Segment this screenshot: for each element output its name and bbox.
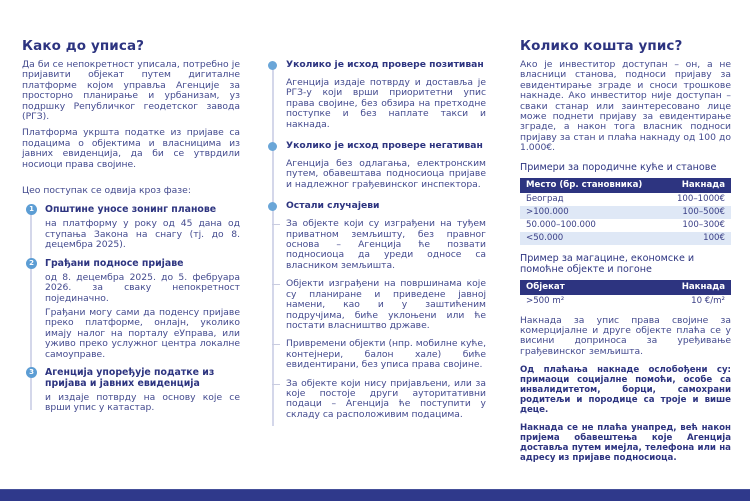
negative-outcome-text: Агенција без одлагања, електронским путем, обавештава подносиоца пријаве и надлежног грађевинског инспектора. xyxy=(286,158,486,190)
left-title: Како до уписа? xyxy=(22,38,145,54)
payment-timing-text: Накнада се не плаћа унапред, већ након пријема обавештења које Агенција доставља путем имејла, телефона или на адресу из пријаве подносиоца. xyxy=(520,423,731,464)
table1-caption: Примери за породичне куће и станове xyxy=(520,161,717,173)
footer-bar xyxy=(0,489,750,501)
table-row xyxy=(520,232,731,245)
table-cell: >100.000 xyxy=(520,206,664,219)
step-3 xyxy=(22,367,240,414)
positive-outcome-title: Уколико је исход провере позитиван xyxy=(286,59,484,70)
bullet-dot-icon xyxy=(268,142,277,151)
right-title: Колико кошта упис? xyxy=(520,38,683,54)
phase-steps xyxy=(22,204,240,413)
left-paragraph-2: Платформа укршта податке из пријаве са подацима о објектима и власницима из јавних евиденција, да би се утврдили носиоци права својине. xyxy=(22,127,240,170)
step-2-text-2: Грађани могу сами да поденсу пријаве преко платформе, онлајн, уколико имају налог на порталу еУправа, или уживо преко услужног центра локалне самоуправе. xyxy=(45,306,240,360)
other-case-item xyxy=(286,339,486,370)
table-cell: 100€ xyxy=(664,232,731,245)
table-cell: 10 €/m² xyxy=(691,296,725,307)
other-case-text: За објекте који нису пријављени, или за које постоје други ауторитативни подаци – Агенција ће поступити у складу са расположивим подацима. xyxy=(286,377,486,420)
right-content xyxy=(520,60,731,471)
negative-outcome-section xyxy=(268,140,486,190)
step-3-text: и издаје потврду на основу које се врши упис у катастар. xyxy=(45,391,240,414)
step-1-text: на платформу у року од 45 дана од ступања Закона на снагу (тј. до 8. децембра 2025). xyxy=(45,218,240,251)
positive-outcome-text: Агенција издаје потврду и доставља је РГЗ-у који врши приоритетни упис права својине, без обзира на претходне поступке и без наплате такси и накнада. xyxy=(286,77,486,130)
exemptions-text: Од плаћања накнаде ослобођени су: примаоци социјалне помоћи, особе са инвалидитетом, борци, самохрани родитељи и породице са троје и више деце. xyxy=(520,365,731,416)
table-cell: 100–500€ xyxy=(664,206,731,219)
table-cell: >500 m² xyxy=(526,296,565,307)
table-row xyxy=(520,219,731,232)
middle-content xyxy=(268,59,486,430)
table-cell: 100–300€ xyxy=(682,220,725,231)
table-header: Накнада xyxy=(621,280,731,295)
left-paragraph-1: Да би се непокретност уписала, потребно је пријавити објекат путем дигиталне платформе којом управља Агенције за просторно планирање и урбанизам, уз подршку Републичког геодетског завода (РГЗ). xyxy=(22,59,240,123)
table-header: Објекат xyxy=(520,280,621,295)
fees-table-warehouses xyxy=(520,280,731,308)
table-header: Накнада xyxy=(664,178,731,193)
other-case-item xyxy=(286,219,486,271)
positive-outcome-section xyxy=(268,59,486,130)
step-3-title: Агенција упоређује податке из пријава и јавних евиденција xyxy=(45,366,215,389)
phases-intro: Цео поступак се одвија кроз фазе: xyxy=(22,185,191,197)
other-case-text: Привремени објекти (нпр. мобилне куће, контејнери, балон хале) биће евидентирани, без уписа права својине. xyxy=(286,338,486,371)
other-cases-section xyxy=(268,200,486,420)
negative-outcome-title: Уколико је исход провере негативан xyxy=(286,140,483,152)
step-2-text: од 8. децембра 2025. до 5. фебруара 2026. за сваку непокретност појединачно. xyxy=(45,271,240,304)
step-2 xyxy=(22,258,240,360)
bullet-dot-icon xyxy=(268,202,277,211)
table-cell: <50.000 xyxy=(520,232,664,245)
other-cases-title: Остали случајеви xyxy=(286,200,380,212)
table-row xyxy=(520,193,731,206)
other-case-text: Објекти изграђени на површинама које су планиране и приведене јавној намени, као и у заштићеним подручјима, биће уклоњени или ће постати власништво државе. xyxy=(286,278,486,331)
list-tick xyxy=(272,344,280,345)
other-case-text: За објекте који су изграђени на туђем приватном земљишту, без правног основа – Агенција ће позвати подносиоца да уреди односе са власником земљишта. xyxy=(286,218,486,271)
step-1 xyxy=(22,204,240,250)
table2-caption: Пример за магацине, економске и помоћне објекте и погоне xyxy=(520,252,695,275)
table-cell: 50.000–100.000 xyxy=(526,220,596,231)
right-paragraph-1: Ако је инвеститор доступан – он, а не власници станова, подноси пријаву за евидентирање зграде и сноси трошкове накнаде. Ако инвеститор није доступан – сваки станар или заинтересовано лице може поднети пријаву за евидентирање зграде, а након тога власник подноси пријаву за стан и плаћа накнаду од 100 до 1.000€. xyxy=(520,59,731,154)
step-3-number-icon: 3 xyxy=(26,367,37,378)
table-row xyxy=(520,295,731,308)
table-cell: Београд xyxy=(526,194,564,205)
list-tick xyxy=(272,284,280,285)
step-2-number-icon: 2 xyxy=(26,258,37,269)
other-case-item xyxy=(286,379,486,421)
left-content xyxy=(22,60,240,421)
table-cell: 100–1000€ xyxy=(676,194,725,205)
table-header: Место (бр. становника) xyxy=(520,178,664,193)
other-case-item xyxy=(286,279,486,331)
bullet-dot-icon xyxy=(268,61,277,70)
list-tick xyxy=(272,224,280,225)
fees-table-houses xyxy=(520,178,731,245)
list-tick xyxy=(272,384,280,385)
table-row xyxy=(520,206,731,219)
step-1-title: Општине уносе зонинг планове xyxy=(45,204,217,216)
step-2-title: Грађани подносе пријаве xyxy=(45,257,184,269)
commercial-fee-text: Накнада за упис права својине за комерцијалне и друге објекте плаћа се у висини доприноса за уређивање грађевинског земљишта. xyxy=(520,314,731,357)
step-1-number-icon: 1 xyxy=(26,204,37,215)
